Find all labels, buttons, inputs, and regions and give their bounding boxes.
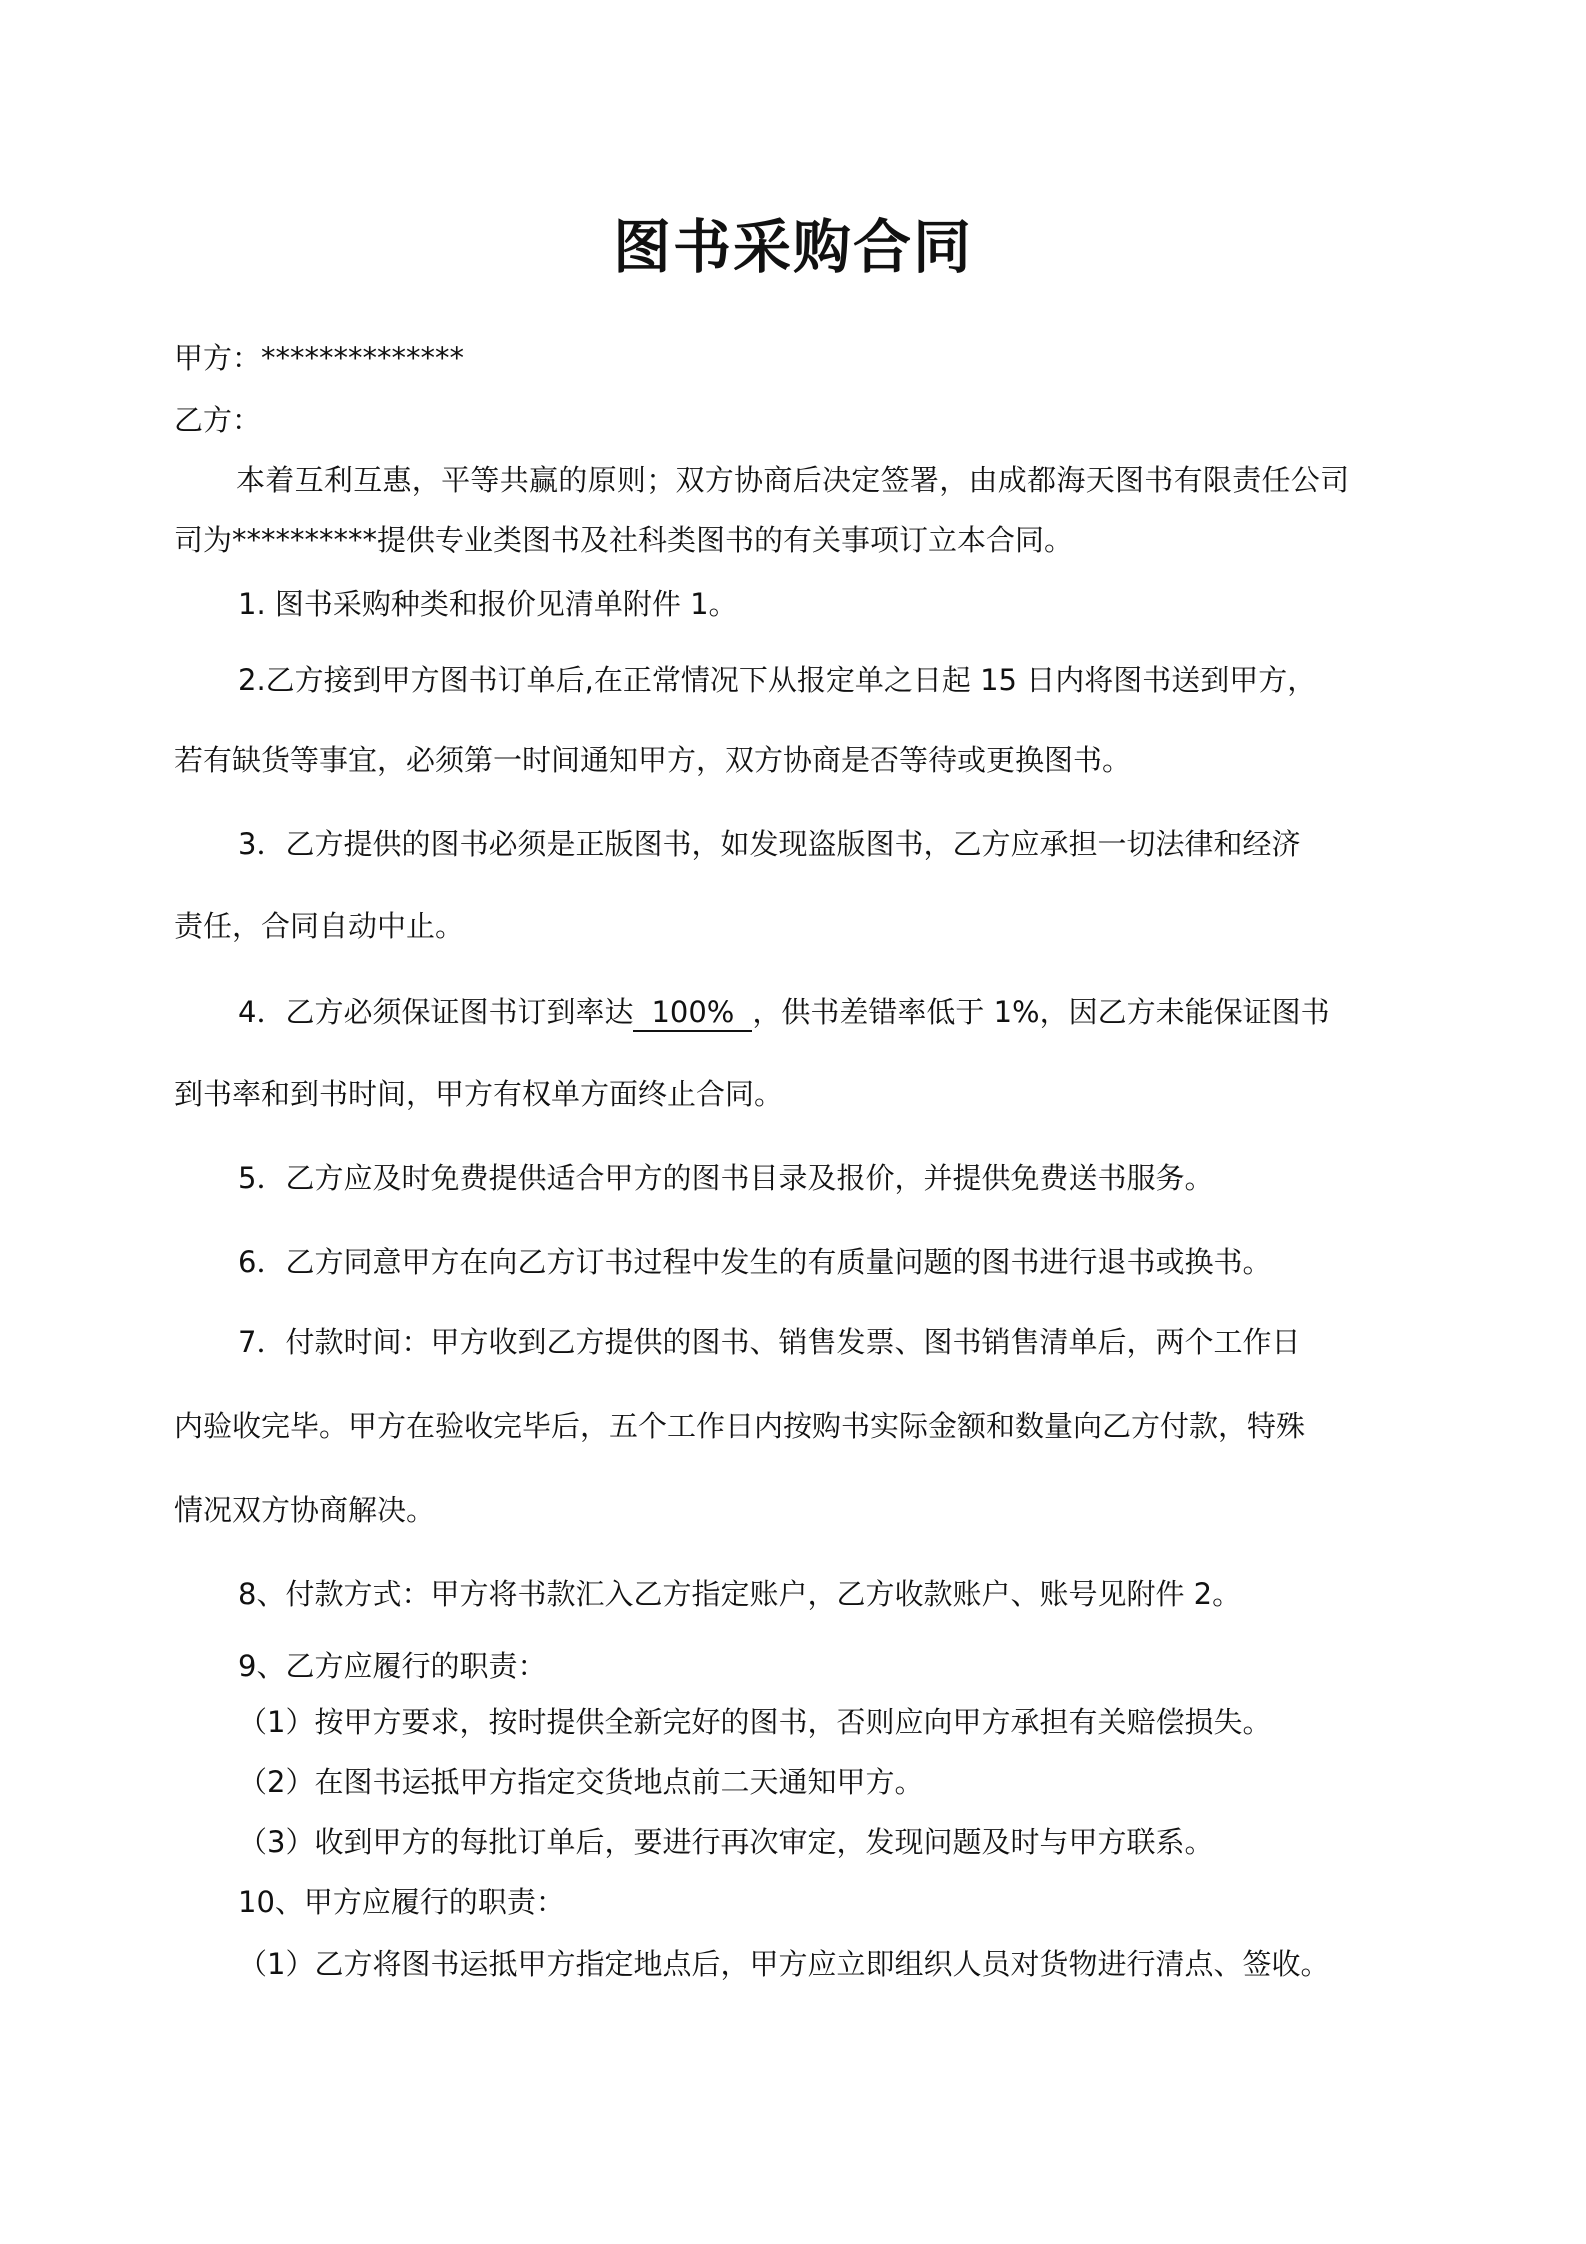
clause-9-item-3: （3）收到甲方的每批订单后，要进行再次审定，发现问题及时与甲方联系。 xyxy=(238,1825,1214,1859)
clause-7-line-2: 内验收完毕。甲方在验收完毕后，五个工作日内按购书实际金额和数量向乙方付款，特殊 xyxy=(174,1409,1306,1443)
party-b-line: 乙方： xyxy=(174,403,262,437)
clause-9-item-1: （1）按甲方要求，按时提供全新完好的图书，否则应向甲方承担有关赔偿损失。 xyxy=(238,1705,1272,1739)
clause-10-heading: 10、甲方应履行的职责： xyxy=(238,1885,565,1919)
clause-9-heading: 9、乙方应履行的职责： xyxy=(238,1649,547,1683)
clause-4-text-after: ，供书差错率低于 1%，因乙方未能保证图书 xyxy=(752,995,1330,1029)
party-a-line: 甲方：************** xyxy=(174,341,465,375)
document-title: 图书采购合同 xyxy=(612,213,973,281)
clause-4-text-before: 4．乙方必须保证图书订到率达 xyxy=(238,995,634,1029)
clause-4-line-2: 到书率和到书时间，甲方有权单方面终止合同。 xyxy=(174,1077,784,1111)
clause-1: 1. 图书采购种类和报价见清单附件 1。 xyxy=(238,587,738,621)
clause-3-line-2: 责任，合同自动中止。 xyxy=(174,909,465,943)
clause-6: 6．乙方同意甲方在向乙方订书过程中发生的有质量问题的图书进行退书或换书。 xyxy=(238,1245,1272,1279)
clause-2-line-1: 2.乙方接到甲方图书订单后,在正常情况下从报定单之日起 15 日内将图书送到甲方， xyxy=(238,663,1317,697)
clause-3-line-1: 3．乙方提供的图书必须是正版图书，如发现盗版图书，乙方应承担一切法律和经济 xyxy=(238,827,1301,861)
clause-5: 5．乙方应及时免费提供适合甲方的图书目录及报价，并提供免费送书服务。 xyxy=(238,1161,1214,1195)
clause-8: 8、付款方式：甲方将书款汇入乙方指定账户，乙方收款账户、账号见附件 2。 xyxy=(238,1577,1242,1611)
order-rate-value: 100% xyxy=(633,994,752,1032)
intro-line-2: 司为**********提供专业类图书及社科类图书的有关事项订立本合同。 xyxy=(174,523,1074,557)
clause-4-line-1 xyxy=(238,992,1330,1032)
clause-2-line-2: 若有缺货等事宜，必须第一时间通知甲方，双方协商是否等待或更换图书。 xyxy=(174,743,1132,777)
clause-9-item-2: （2）在图书运抵甲方指定交货地点前二天通知甲方。 xyxy=(238,1765,924,1799)
clause-10-item-1: （1）乙方将图书运抵甲方指定地点后，甲方应立即组织人员对货物进行清点、签收。 xyxy=(238,1947,1330,1981)
clause-7-line-1: 7．付款时间：甲方收到乙方提供的图书、销售发票、图书销售清单后，两个工作日 xyxy=(238,1325,1301,1359)
intro-line-1: 本着互利互惠，平等共赢的原则；双方协商后决定签署，由成都海天图书有限责任公司 xyxy=(236,463,1350,497)
clause-7-line-3: 情况双方协商解决。 xyxy=(174,1493,436,1527)
